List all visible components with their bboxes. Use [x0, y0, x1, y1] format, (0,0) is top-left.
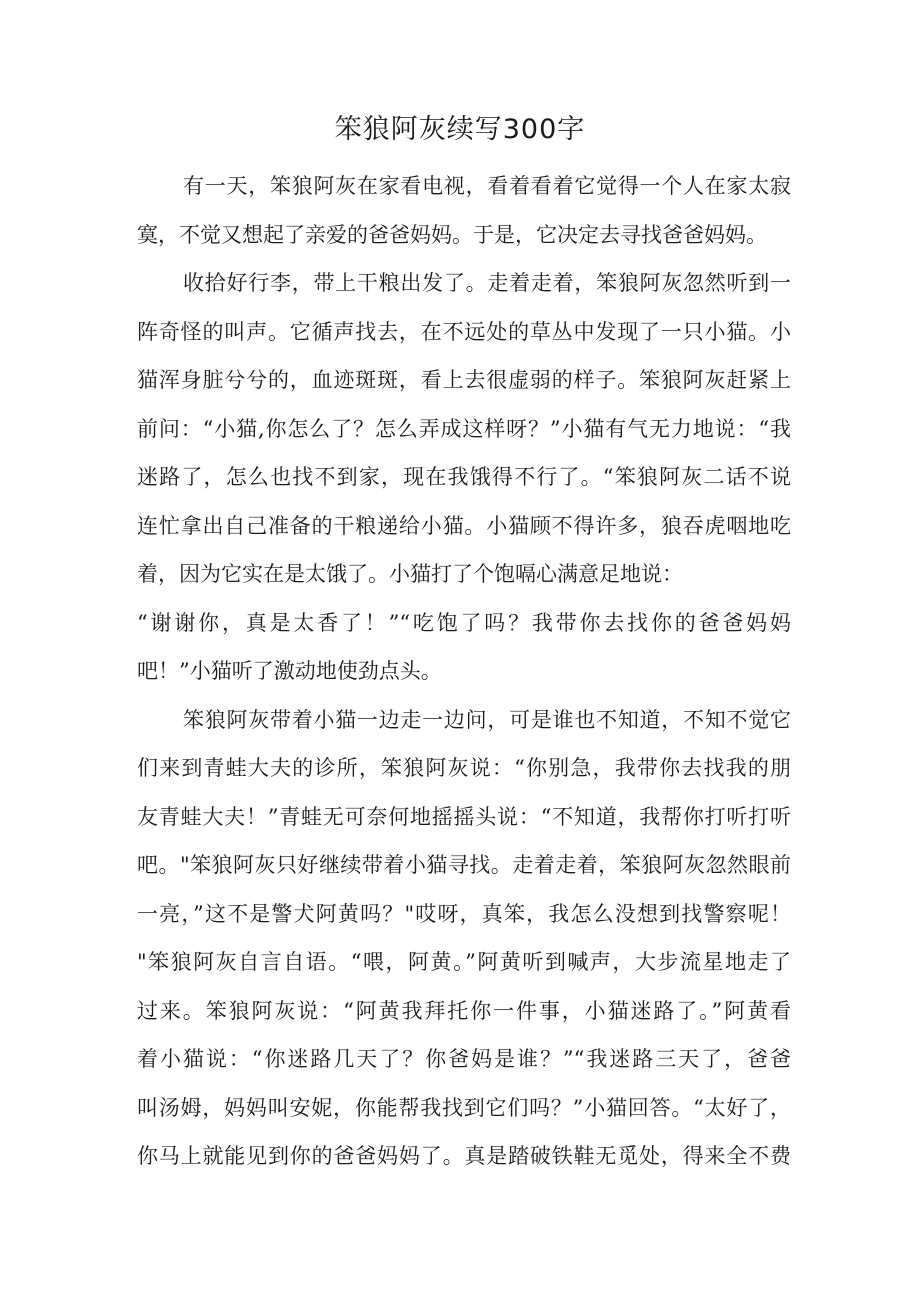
text-line: 们来到青蛙大夫的诊所，笨狼阿灰说：“你别急，我带你去找我的朋 [137, 756, 791, 780]
document-title: 笨狼阿灰续写300字 [334, 114, 586, 145]
text-line: 迷路了，怎么也找不到家，现在我饿得不行了。“笨狼阿灰二话不说 [137, 465, 791, 489]
text-line: 寞，不觉又想起了亲爱的爸爸妈妈。于是，它决定去寻找爸爸妈妈。 [137, 222, 767, 247]
text-line: 前问：“小猫,你怎么了？怎么弄成这样呀？”小猫有气无力地说：“我 [137, 416, 791, 441]
text-line: 叫汤姆，妈妈叫安妮，你能帮我找到它们吗？”小猫回答。“太好了， [137, 1095, 791, 1120]
text-line: 阵奇怪的叫声。它循声找去，在不远处的草丛中发现了一只小猫。小 [137, 319, 791, 344]
text-line: 收拾好行李，带上干粮出发了。走着走着，笨狼阿灰忽然听到一 [183, 271, 791, 295]
text-line: 过来。笨狼阿灰说：“阿黄我拜托你一件事，小猫迷路了。”阿黄看 [137, 998, 791, 1023]
text-line: 笨狼阿灰带着小猫一边走一边问，可是谁也不知道，不知不觉它 [183, 707, 791, 732]
document-body [137, 162, 791, 1181]
text-line: 吧。"笨狼阿灰只好继续带着小猫寻找。走着走着，笨狼阿灰忽然眼前 [137, 853, 791, 877]
text-line: 一亮，”这不是警犬阿黄吗？"哎呀，真笨，我怎么没想到找警察呢！ [137, 901, 791, 926]
text-line: 着小猫说：“你迷路几天了？你爸妈是谁？”“我迷路三天了，爸爸 [137, 1047, 791, 1071]
text-line: 友青蛙大夫！”青蛙无可奈何地摇摇头说：“不知道，我帮你打听打听 [137, 804, 791, 829]
text-line: 你马上就能见到你的爸爸妈妈了。真是踏破铁鞋无觅处，得来全不费 [137, 1144, 791, 1168]
text-line: "笨狼阿灰自言自语。“喂，阿黄。”阿黄听到喊声，大步流星地走了 [137, 950, 791, 974]
text-line: “谢谢你，真是太香了！”“吃饱了吗？我带你去找你的爸爸妈妈 [137, 610, 791, 635]
text-line: 着，因为它实在是太饿了。小猫打了个饱嗝心满意足地说： [137, 562, 683, 586]
text-line: 猫浑身脏兮兮的，血迹斑斑，看上去很虚弱的样子。笨狼阿灰赶紧上 [137, 368, 791, 392]
text-line: 吧！”小猫听了激动地使劲点头。 [137, 659, 442, 683]
text-line: 连忙拿出自己准备的干粮递给小猫。小猫顾不得许多，狼吞虎咽地吃 [137, 513, 791, 538]
text-line: 有一天，笨狼阿灰在家看电视，看着看着它觉得一个人在家太寂 [183, 174, 791, 198]
